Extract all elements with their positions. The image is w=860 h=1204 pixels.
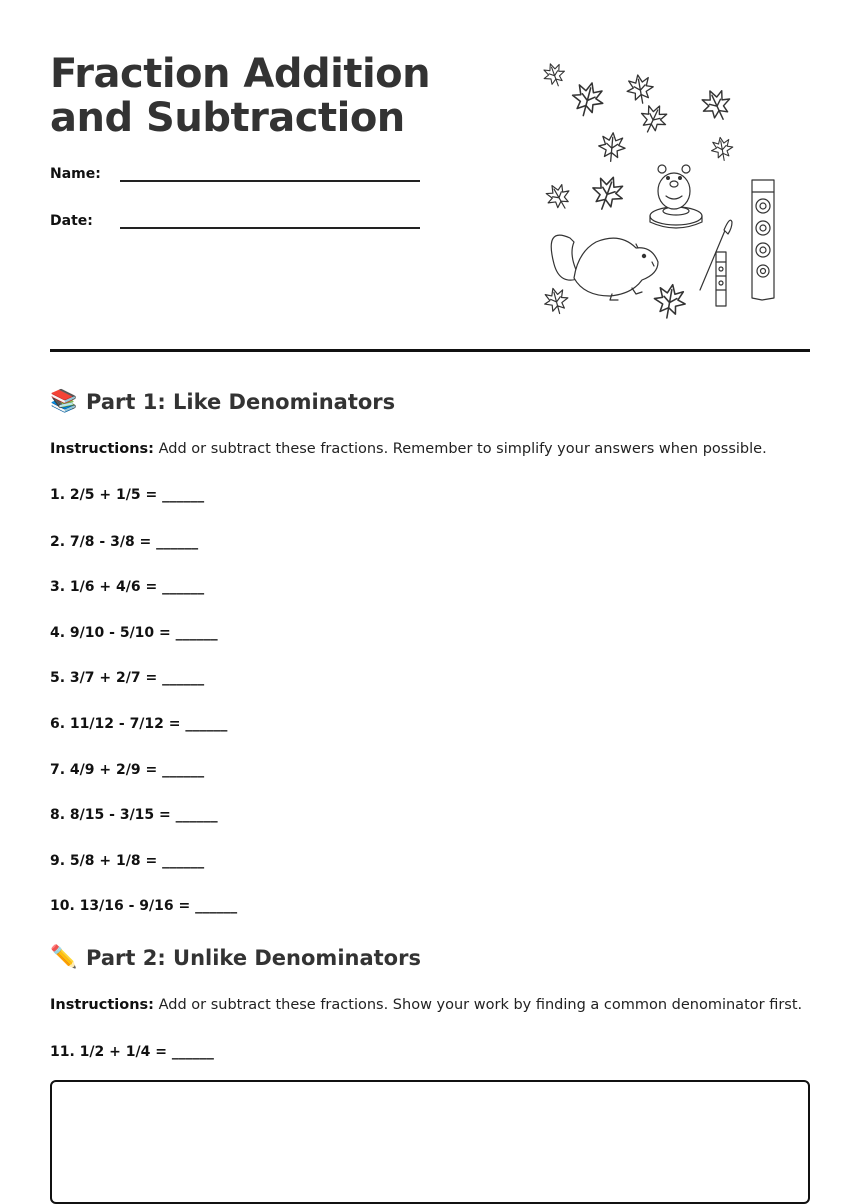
maple-leaf-icon xyxy=(587,172,628,214)
name-label: Name: xyxy=(50,166,101,182)
part1-heading xyxy=(50,389,395,414)
problem-item: 5. 3/7 + 2/7 = ______ xyxy=(50,670,205,686)
part2-instructions xyxy=(50,997,810,1013)
maple-leaf-icon xyxy=(598,132,627,163)
maple-leaf-icon xyxy=(697,85,736,125)
problem-item: 4. 9/10 - 5/10 = ______ xyxy=(50,625,218,641)
problem-item: 11. 1/2 + 1/4 = ______ xyxy=(50,1044,214,1060)
problem-item: 2. 7/8 - 3/8 = ______ xyxy=(50,534,199,550)
maple-leaf-icon xyxy=(636,100,672,137)
maple-leaf-icon xyxy=(541,285,571,316)
maple-leaf-icon xyxy=(625,73,656,106)
problem-item: 3. 1/6 + 4/6 = ______ xyxy=(50,579,205,595)
part2-heading xyxy=(50,945,421,970)
work-area-box[interactable] xyxy=(50,1080,810,1204)
maple-leaf-icon xyxy=(709,135,734,162)
maple-leaf-icon xyxy=(651,282,688,321)
part1-title: Part 1: Like Denominators xyxy=(86,389,396,414)
problem-item: 8. 8/15 - 3/15 = ______ xyxy=(50,807,218,823)
name-underline[interactable] xyxy=(120,180,420,182)
problem-item: 6. 11/12 - 7/12 = ______ xyxy=(50,716,228,732)
pencil-icon: ✏️ xyxy=(50,945,78,970)
beaver-icon xyxy=(551,235,658,300)
maple-leaf-icon xyxy=(542,180,576,215)
groundhog-icon xyxy=(650,165,702,228)
totem-pole-icon xyxy=(752,180,774,300)
page-title: Fraction Addition and Subtraction xyxy=(50,51,431,141)
date-label: Date: xyxy=(50,213,93,229)
instructions-label: Instructions: xyxy=(50,441,154,457)
instructions-text: Add or subtract these fractions. Show your work by finding a common denominator first. xyxy=(153,997,803,1013)
part2-title: Part 2: Unlike Denominators xyxy=(86,945,421,970)
maple-leaf-icon xyxy=(568,79,607,120)
books-icon: 📚 xyxy=(50,389,78,414)
problem-item: 10. 13/16 - 9/16 = ______ xyxy=(50,898,238,914)
section-divider xyxy=(50,349,810,352)
problem-item: 7. 4/9 + 2/9 = ______ xyxy=(50,762,205,778)
part1-instructions xyxy=(50,441,810,457)
maple-leaf-icon xyxy=(540,60,568,89)
totem-pole-icon xyxy=(716,252,726,306)
problem-item: 1. 2/5 + 1/5 = ______ xyxy=(50,487,205,503)
canadian-nature-illustration xyxy=(540,56,790,326)
instructions-text: Add or subtract these fractions. Remember to simplify your answers when possible. xyxy=(153,441,767,457)
date-underline[interactable] xyxy=(120,227,420,229)
instructions-label: Instructions: xyxy=(50,997,154,1013)
problem-item: 9. 5/8 + 1/8 = ______ xyxy=(50,853,205,869)
